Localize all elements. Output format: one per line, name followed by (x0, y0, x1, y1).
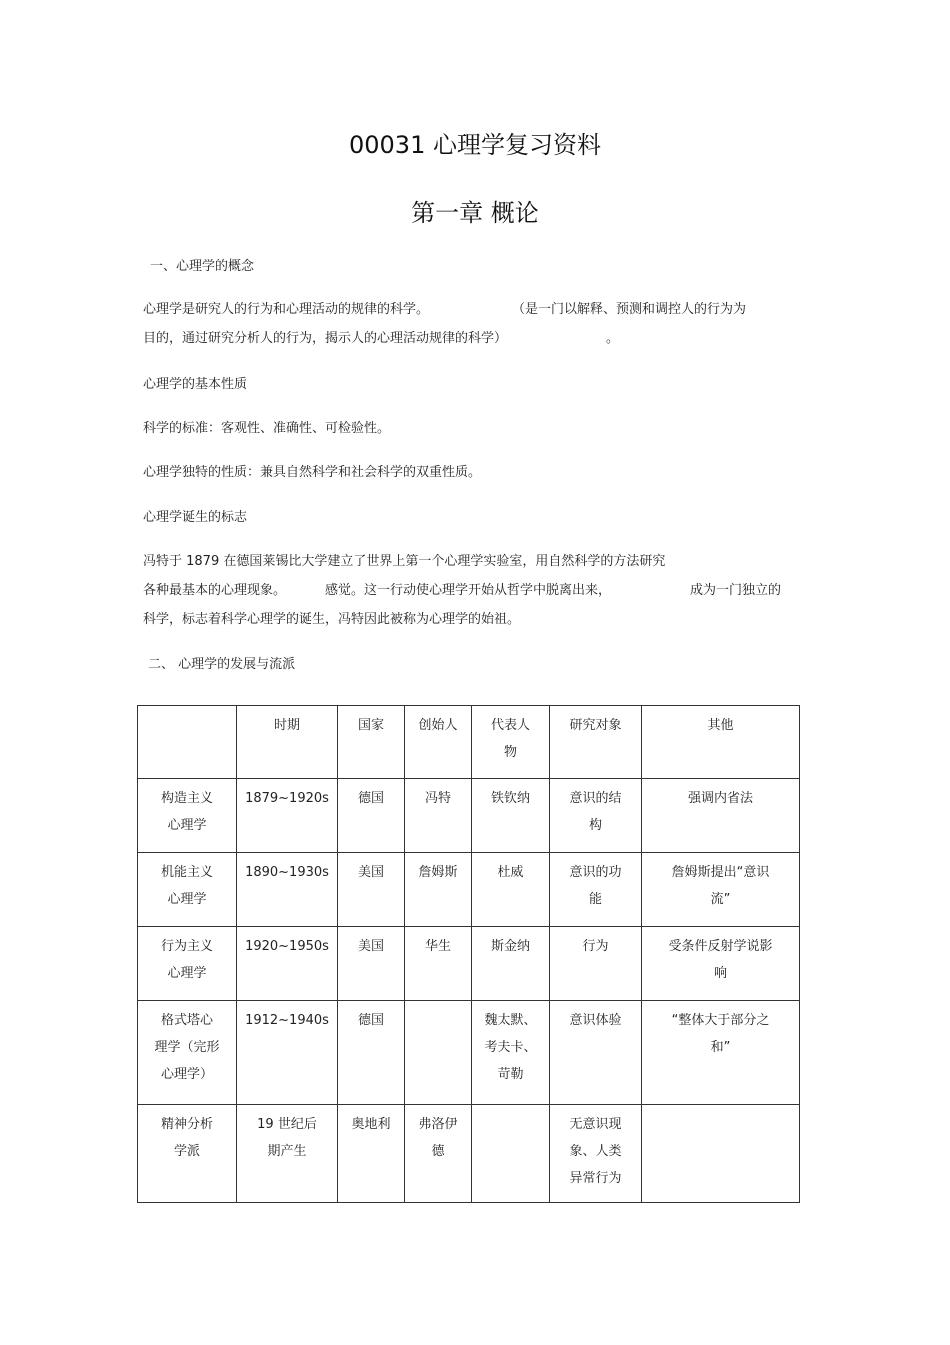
table-cell-line: 能 (588, 892, 602, 907)
table-cell (472, 1001, 550, 1105)
document-title: 00031 心理学复习资料 (349, 131, 601, 159)
table-cell-line: “整体大于部分之 (671, 1013, 770, 1028)
unique-nature: 心理学独特的性质：兼具自然科学和社会科学的双重性质。 (143, 465, 482, 480)
table-cell (338, 779, 405, 853)
table-cell (405, 927, 472, 1001)
table-cell-line: 冯特 (424, 791, 451, 806)
table-cell-line: 詹姆斯 (418, 865, 458, 880)
table-cell-line: 1879~1920s (245, 791, 329, 806)
table-cell (237, 779, 338, 853)
table-cell (472, 1105, 550, 1203)
table-cell (338, 1105, 405, 1203)
table-cell (338, 853, 405, 927)
basic-nature-heading: 心理学的基本性质 (143, 377, 248, 392)
table-header-cell-line: 时期 (273, 718, 300, 733)
school-name-cell-line: 行为主义 (160, 939, 213, 954)
table-cell (338, 927, 405, 1001)
table-cell (237, 1001, 338, 1105)
table-cell (405, 779, 472, 853)
table-header-cell (237, 706, 338, 779)
table-cell-line: 流” (710, 892, 731, 907)
birth-line3: 科学，标志着科学心理学的诞生，冯特因此被称为心理学的始祖。 (143, 612, 521, 627)
table-cell-line: 德 (431, 1144, 445, 1159)
definition-line2a: 目的，通过研究分析人的行为，揭示人的心理活动规律的科学） (143, 331, 508, 346)
table-cell-line: 19 世纪后 (257, 1117, 317, 1132)
table-cell (338, 1001, 405, 1105)
table-header-row (138, 706, 800, 779)
birth-line2b: 感觉。这一行动使心理学开始从哲学中脱离出来， (325, 583, 612, 598)
chapter-title: 第一章 概论 (411, 199, 539, 227)
schools-table (137, 705, 800, 1203)
school-name-cell-line: 心理学） (160, 1067, 213, 1082)
table-cell (642, 853, 800, 927)
table-cell-line: 和” (710, 1040, 731, 1055)
table-cell (405, 1001, 472, 1105)
table-cell-line: 1920~1950s (245, 939, 329, 954)
table-cell-line: 异常行为 (569, 1171, 622, 1186)
school-name-cell-line: 格式塔心 (160, 1013, 213, 1028)
definition-line2b: 。 (606, 331, 620, 346)
table-cell-line: 美国 (357, 939, 384, 954)
birth-line1: 冯特于 1879 在德国莱锡比大学建立了世界上第一个心理学实验室，用自然科学的方法研究 (143, 554, 666, 569)
table-cell-line: 魏太默、 (484, 1013, 537, 1028)
school-name-cell-line: 心理学 (167, 818, 207, 833)
table-row (138, 779, 800, 853)
table-cell-line: 苛勒 (497, 1067, 524, 1082)
table-cell (550, 927, 642, 1001)
table-header-cell-line: 物 (503, 745, 517, 760)
table-header-cell (472, 706, 550, 779)
table-cell (550, 1001, 642, 1105)
school-name-cell (138, 853, 237, 927)
table-header-cell-line: 创始人 (418, 718, 458, 733)
school-name-cell (138, 779, 237, 853)
section2-heading: 二、 心理学的发展与流派 (148, 657, 296, 672)
table-cell-line: 1890~1930s (245, 865, 329, 880)
definition-line1b: （是一门以解释、预测和调控人的行为为 (512, 302, 747, 317)
school-name-cell-line: 学派 (173, 1144, 200, 1159)
table-cell (405, 1105, 472, 1203)
birth-mark-heading: 心理学诞生的标志 (143, 510, 248, 525)
table-cell-line: 美国 (357, 865, 384, 880)
table-cell (472, 927, 550, 1001)
table-header-cell (405, 706, 472, 779)
table-cell (642, 1105, 800, 1203)
school-name-cell-line: 机能主义 (160, 865, 213, 880)
table-cell (237, 853, 338, 927)
table-cell-line: 弗洛伊 (418, 1117, 458, 1132)
table-cell-line: 期产生 (267, 1144, 307, 1159)
table-cell-line: 强调内省法 (687, 791, 753, 806)
table-cell (550, 779, 642, 853)
table-cell-line: 响 (713, 966, 727, 981)
table-cell-line: 象、人类 (569, 1144, 622, 1159)
section1-heading: 一、心理学的概念 (150, 259, 255, 274)
table-cell-line: 考夫卡、 (484, 1040, 537, 1055)
school-name-cell-line: 心理学 (167, 892, 207, 907)
table-cell (642, 927, 800, 1001)
table-header-cell-line: 研究对象 (569, 718, 622, 733)
school-name-cell-line: 构造主义 (160, 791, 213, 806)
table-cell-line: 德国 (357, 791, 384, 806)
table-cell-line: 斯金纳 (490, 939, 530, 954)
table-cell-line: 1912~1940s (245, 1013, 329, 1028)
table-header-cell-line: 国家 (357, 718, 384, 733)
table-cell-line: 受条件反射学说影 (668, 939, 773, 954)
table-cell-line: 意识体验 (569, 1013, 622, 1028)
table-cell-line: 构 (588, 818, 602, 833)
school-name-cell (138, 1105, 237, 1203)
table-header-cell (338, 706, 405, 779)
table-cell (550, 1105, 642, 1203)
table-cell (472, 853, 550, 927)
table-cell (237, 1105, 338, 1203)
table-row (138, 853, 800, 927)
science-standard: 科学的标准：客观性、准确性、可检验性。 (143, 421, 391, 436)
school-name-cell-line: 心理学 (167, 966, 207, 981)
table-header-cell-line: 代表人 (490, 718, 530, 733)
table-cell-line: 詹姆斯提出“意识 (671, 865, 770, 880)
table-cell (642, 779, 800, 853)
table-header-cell (550, 706, 642, 779)
school-name-cell-line: 理学（完形 (154, 1040, 220, 1055)
table-cell (237, 927, 338, 1001)
school-name-cell (138, 1001, 237, 1105)
table-cell-line: 奥地利 (351, 1117, 391, 1132)
table-header-cell (642, 706, 800, 779)
table-cell-line: 德国 (357, 1013, 384, 1028)
school-name-cell (138, 927, 237, 1001)
table-cell (550, 853, 642, 927)
table-row (138, 1105, 800, 1203)
table-cell-line: 无意识现 (569, 1117, 622, 1132)
table-cell (642, 1001, 800, 1105)
table-cell-line: 意识的功 (569, 865, 622, 880)
table-row (138, 1001, 800, 1105)
table-cell (405, 853, 472, 927)
table-header-cell-line: 其他 (707, 718, 734, 733)
table-cell-line: 行为 (582, 939, 609, 954)
definition-line1a: 心理学是研究人的行为和心理活动的规律的科学。 (143, 302, 430, 317)
school-name-cell-line: 精神分析 (160, 1117, 213, 1132)
table-cell-line: 意识的结 (569, 791, 622, 806)
table-header-cell (138, 706, 237, 779)
table-cell-line: 铁钦纳 (490, 791, 530, 806)
birth-line2c: 成为一门独立的 (690, 583, 782, 598)
table-cell-line: 华生 (424, 939, 451, 954)
table-row (138, 927, 800, 1001)
table-cell-line: 杜威 (497, 865, 524, 880)
birth-line2a: 各种最基本的心理现象。 (143, 583, 287, 598)
table-cell (472, 779, 550, 853)
